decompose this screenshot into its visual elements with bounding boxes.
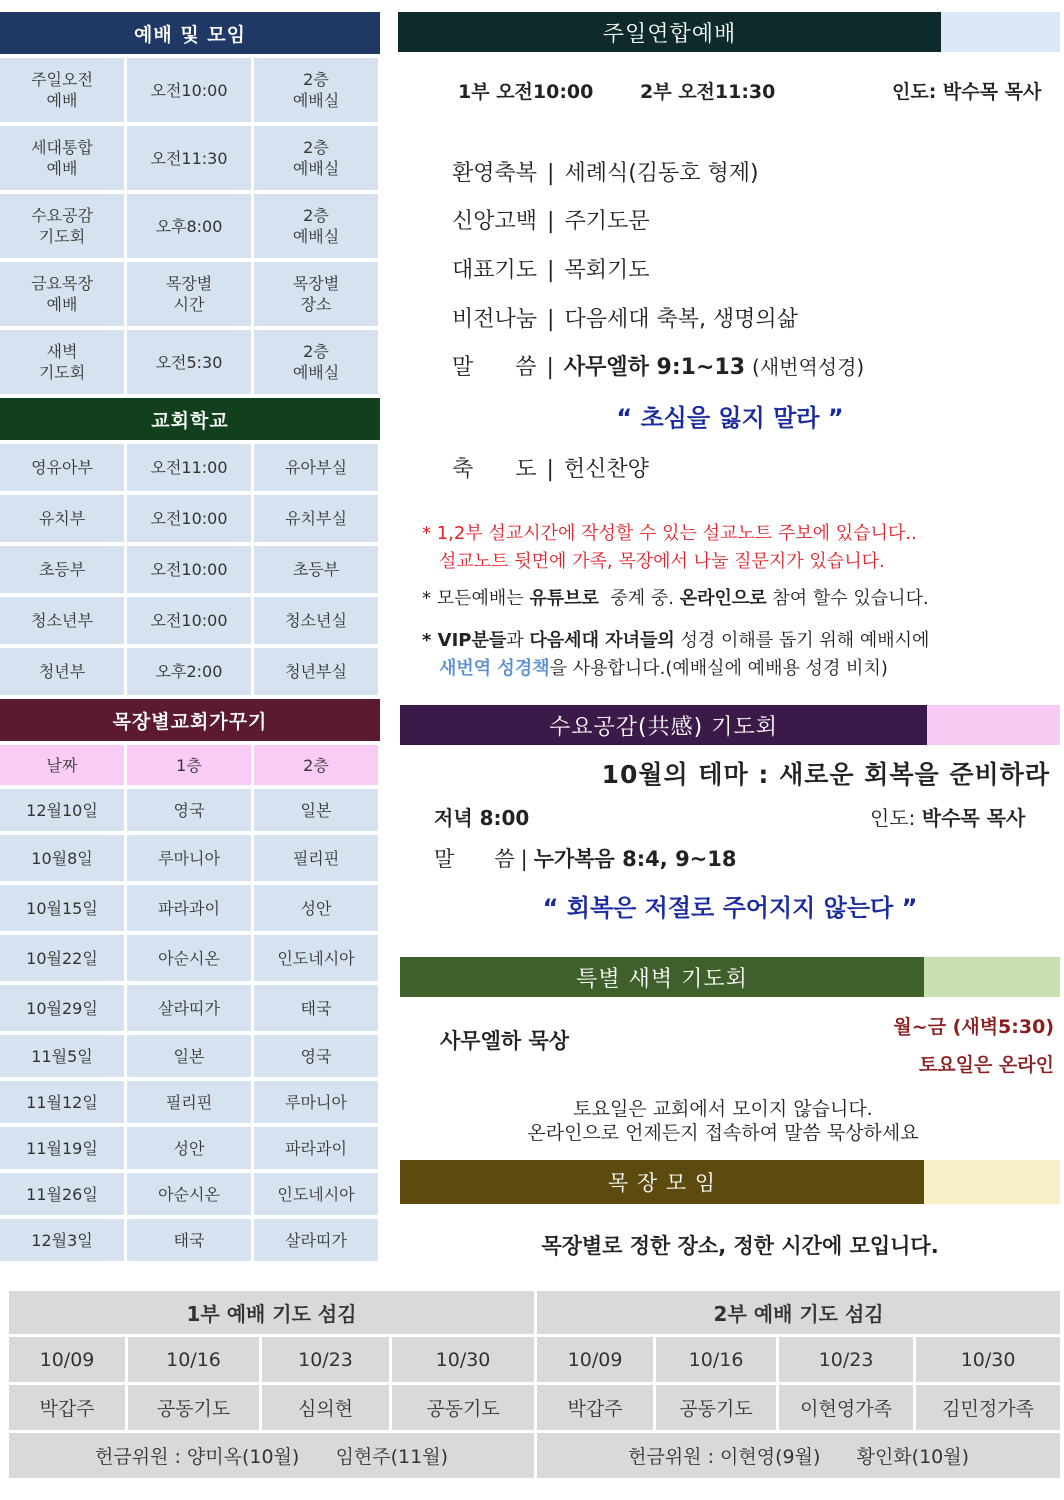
decorate-cell: 10월29일 <box>0 985 124 1031</box>
school-cell: 오전11:00 <box>127 444 251 491</box>
service-order-value: 주기도문 <box>564 209 650 234</box>
worship-schedule-grid <box>0 58 380 394</box>
decorate-cell: 살라띠가 <box>127 985 251 1031</box>
decorate-cell: 루마니아 <box>127 835 251 881</box>
note3-f: 을 사용합니다.(예배실에 예배용 성경 비치) <box>549 658 888 679</box>
prayer-date-cell: 10/30 <box>391 1336 536 1384</box>
offering-part1: 헌금위원 : 양미옥(10월) 임현주(11월) <box>8 1432 536 1480</box>
school-header <box>0 398 380 440</box>
note2-youtube: 유튜브로 <box>529 588 599 609</box>
decorate-cell: 아순시온 <box>127 935 251 981</box>
school-cell: 초등부 <box>0 546 124 593</box>
sunday-title: 주일연합예배 <box>398 12 941 52</box>
sermon-passage: 사무엘하 9:1~13 <box>563 355 746 380</box>
service-order-row <box>452 302 798 333</box>
service-order-value: 세례식(김동호 형제) <box>564 161 759 186</box>
prayer-name-cell: 박갑주 <box>8 1384 127 1432</box>
worship-cell: 오전11:30 <box>127 126 251 190</box>
school-cell: 오전10:00 <box>127 495 251 542</box>
prayer-name-cell: 이현영가족 <box>778 1384 915 1432</box>
note-sermon-notes <box>422 520 917 576</box>
decorate-cell: 파라과이 <box>254 1127 378 1169</box>
blessing-row: 축 도 | 헌신찬양 <box>452 457 649 482</box>
school-cell: 오후2:00 <box>127 648 251 695</box>
wednesday-leader-name: 박수목 목사 <box>921 806 1026 830</box>
cell-group-header-tail <box>924 1160 1060 1204</box>
note3-nextgen: 다음세대 자녀들의 <box>529 630 675 651</box>
school-cell: 유치부실 <box>254 495 378 542</box>
school-cell: 오전10:00 <box>127 546 251 593</box>
school-cell: 영유아부 <box>0 444 124 491</box>
prayer-name-cell: 공동기도 <box>391 1384 536 1432</box>
prayer-name-cell: 공동기도 <box>655 1384 778 1432</box>
decorate-schedule-grid <box>0 745 380 1261</box>
prayer-date-cell: 10/09 <box>536 1336 655 1384</box>
school-cell: 청년부 <box>0 648 124 695</box>
cell-group-text: 목장별로 정한 장소, 정한 시간에 모입니다. <box>541 1234 939 1258</box>
note3-bible-name: 새번역 성경책 <box>439 658 550 679</box>
prayer-date-cell: 10/23 <box>778 1336 915 1384</box>
school-cell: 유치부 <box>0 495 124 542</box>
service-order-value: 목회기도 <box>564 258 650 283</box>
decorate-cell: 루마니아 <box>254 1081 378 1123</box>
service-order-row <box>452 204 649 235</box>
decorate-cell: 아순시온 <box>127 1173 251 1215</box>
dawn-schedule: 월~금 (새벽5:30) <box>893 1016 1054 1038</box>
wednesday-leader-label: 인도: <box>870 806 922 830</box>
worship-cell: 오후8:00 <box>127 194 251 258</box>
decorate-header-cell: 1층 <box>127 745 251 785</box>
dawn-title: 특별 새벽 기도회 <box>400 957 924 997</box>
decorate-cell: 12월3일 <box>0 1219 124 1261</box>
dawn-header <box>400 957 1060 997</box>
worship-cell: 주일오전 예배 <box>0 58 124 122</box>
sunday-leader: 인도: 박수목 목사 <box>892 81 1042 103</box>
separator: | <box>547 161 555 186</box>
note-bible <box>422 627 929 683</box>
prayer-date-cell: 10/16 <box>127 1336 261 1384</box>
decorate-cell: 영국 <box>254 1035 378 1077</box>
prayer-name-cell: 김민정가족 <box>915 1384 1062 1432</box>
dawn-note-line1: 토요일은 교회에서 모이지 않습니다. <box>573 1098 873 1120</box>
decorate-header-cell: 2층 <box>254 745 378 785</box>
worship-cell: 새벽 기도회 <box>0 330 124 394</box>
worship-cell: 2층 예배실 <box>254 194 378 258</box>
decorate-cell: 파라과이 <box>127 885 251 931</box>
prayer-table <box>6 1288 1063 1481</box>
decorate-cell: 11월12일 <box>0 1081 124 1123</box>
decorate-title: 목장별교회가꾸기 <box>112 710 268 733</box>
wednesday-header <box>400 705 1060 745</box>
worship-cell: 목장별 시간 <box>127 262 251 326</box>
wednesday-time: 저녁 8:00 <box>434 806 530 830</box>
decorate-cell: 12월10일 <box>0 789 124 831</box>
wednesday-theme: 10월의 테마 : 새로운 회복을 준비하라 <box>601 760 1050 789</box>
school-cell: 유아부실 <box>254 444 378 491</box>
decorate-cell: 태국 <box>254 985 378 1031</box>
sunday-header <box>398 12 1060 52</box>
decorate-cell: 성안 <box>254 885 378 931</box>
note1-line2: 설교노트 뒷면에 가족, 목장에서 나눌 질문지가 있습니다. <box>439 551 885 572</box>
worship-cell: 세대통합 예배 <box>0 126 124 190</box>
worship-cell: 오전5:30 <box>127 330 251 394</box>
decorate-cell: 11월19일 <box>0 1127 124 1169</box>
wednesday-sermon: 말 씀 | 누가복음 8:4, 9~18 <box>434 847 737 871</box>
decorate-cell: 살라띠가 <box>254 1219 378 1261</box>
worship-cell: 2층 예배실 <box>254 58 378 122</box>
decorate-cell: 11월5일 <box>0 1035 124 1077</box>
note1-line1: * 1,2부 설교시간에 작성할 수 있는 설교노트 주보에 있습니다.. <box>422 523 917 544</box>
separator: | <box>547 209 555 234</box>
prayer-date-cell: 10/16 <box>655 1336 778 1384</box>
note2-a: * 모든예배는 <box>422 588 530 609</box>
worship-cell: 금요목장 예배 <box>0 262 124 326</box>
school-cell: 오전10:00 <box>127 597 251 644</box>
service-order-row <box>452 253 649 284</box>
prayer-part2-title: 2부 예배 기도 섬김 <box>536 1290 1062 1336</box>
note2-c: 중계 중. <box>598 588 680 609</box>
decorate-cell: 일본 <box>254 789 378 831</box>
school-cell: 청소년부 <box>0 597 124 644</box>
worship-cell: 목장별 장소 <box>254 262 378 326</box>
prayer-name-cell: 박갑주 <box>536 1384 655 1432</box>
worship-cell: 오전10:00 <box>127 58 251 122</box>
school-cell: 청년부실 <box>254 648 378 695</box>
sunday-part2: 2부 오전11:30 <box>640 81 776 103</box>
prayer-date-cell: 10/09 <box>8 1336 127 1384</box>
school-title: 교회학교 <box>151 409 229 432</box>
decorate-cell: 영국 <box>127 789 251 831</box>
decorate-header <box>0 699 380 741</box>
sermon-row: 말 씀 | 사무엘하 9:1~13 (새번역성경) <box>452 355 865 380</box>
sunday-header-tail <box>941 12 1060 52</box>
decorate-cell: 11월26일 <box>0 1173 124 1215</box>
service-order-value: 다음세대 축복, 생명의삶 <box>564 307 798 332</box>
decorate-cell: 성안 <box>127 1127 251 1169</box>
dawn-subject: 사무엘하 묵상 <box>440 1029 570 1053</box>
decorate-cell: 10월8일 <box>0 835 124 881</box>
school-cell: 초등부 <box>254 546 378 593</box>
separator: | <box>547 307 555 332</box>
separator: | <box>547 258 555 283</box>
dawn-header-tail <box>924 957 1060 997</box>
note3-vip: * VIP분들 <box>422 630 507 651</box>
decorate-cell: 인도네시아 <box>254 935 378 981</box>
prayer-name-cell: 공동기도 <box>127 1384 261 1432</box>
decorate-cell: 10월22일 <box>0 935 124 981</box>
dawn-saturday: 토요일은 온라인 <box>918 1054 1054 1076</box>
prayer-date-cell: 10/30 <box>915 1336 1062 1384</box>
dawn-note-line2: 온라인으로 언제든지 접속하여 말씀 묵상하세요 <box>527 1122 919 1144</box>
wednesday-header-tail <box>927 705 1060 745</box>
sermon-title: “ 초심을 잃지 말라 ” <box>616 404 844 432</box>
worship-header <box>0 12 380 54</box>
wednesday-leader <box>870 802 1025 831</box>
worship-cell: 수요공감 기도회 <box>0 194 124 258</box>
decorate-cell: 태국 <box>127 1219 251 1261</box>
offering-part2: 헌금위원 : 이현영(9월) 황인화(10월) <box>536 1432 1062 1480</box>
service-order-row <box>452 156 759 187</box>
dawn-note <box>400 1097 1046 1145</box>
prayer-name-row <box>8 1384 1062 1432</box>
service-order-label: 대표기도 <box>452 258 538 283</box>
worship-cell: 2층 예배실 <box>254 330 378 394</box>
prayer-name-cell: 심의현 <box>261 1384 391 1432</box>
decorate-cell: 필리핀 <box>254 835 378 881</box>
service-order-label: 환영축복 <box>452 161 538 186</box>
wednesday-sermon-label: 말 씀 <box>434 847 515 871</box>
blessing-value: 헌신찬양 <box>563 457 649 482</box>
worship-title: 예배 및 모임 <box>134 23 246 46</box>
decorate-cell: 인도네시아 <box>254 1173 378 1215</box>
prayer-part1-title: 1부 예배 기도 섬김 <box>8 1290 536 1336</box>
note2-online: 온라인으로 <box>679 588 767 609</box>
blessing-label: 축 도 <box>452 457 537 482</box>
decorate-cell: 10월15일 <box>0 885 124 931</box>
service-order-label: 비전나눔 <box>452 307 538 332</box>
prayer-date-cell: 10/23 <box>261 1336 391 1384</box>
wednesday-sermon-title: “ 회복은 저절로 주어지지 않는다 ” <box>542 894 918 922</box>
worship-cell: 2층 예배실 <box>254 126 378 190</box>
wednesday-title: 수요공감(共感) 기도회 <box>400 705 927 745</box>
cell-group-header <box>400 1160 1060 1204</box>
sermon-label: 말 씀 <box>452 355 537 380</box>
decorate-cell: 일본 <box>127 1035 251 1077</box>
left-column <box>0 12 380 1261</box>
note2-e: 참여 할수 있습니다. <box>766 588 929 609</box>
sermon-version: (새번역성경) <box>752 355 865 379</box>
prayer-date-row <box>8 1336 1062 1384</box>
sunday-part1: 1부 오전10:00 <box>458 81 594 103</box>
school-cell: 청소년실 <box>254 597 378 644</box>
wednesday-sermon-passage: 누가복음 8:4, 9~18 <box>533 847 737 871</box>
service-order-label: 신앙고백 <box>452 209 538 234</box>
school-schedule-grid <box>0 444 380 695</box>
note3-d: 성경 이해를 돕기 위해 예배시에 <box>674 630 930 651</box>
cell-group-title: 목 장 모 임 <box>400 1160 924 1204</box>
decorate-header-cell: 날짜 <box>0 745 124 785</box>
decorate-cell: 필리핀 <box>127 1081 251 1123</box>
note-youtube <box>422 585 929 613</box>
note3-b: 과 <box>506 630 530 651</box>
